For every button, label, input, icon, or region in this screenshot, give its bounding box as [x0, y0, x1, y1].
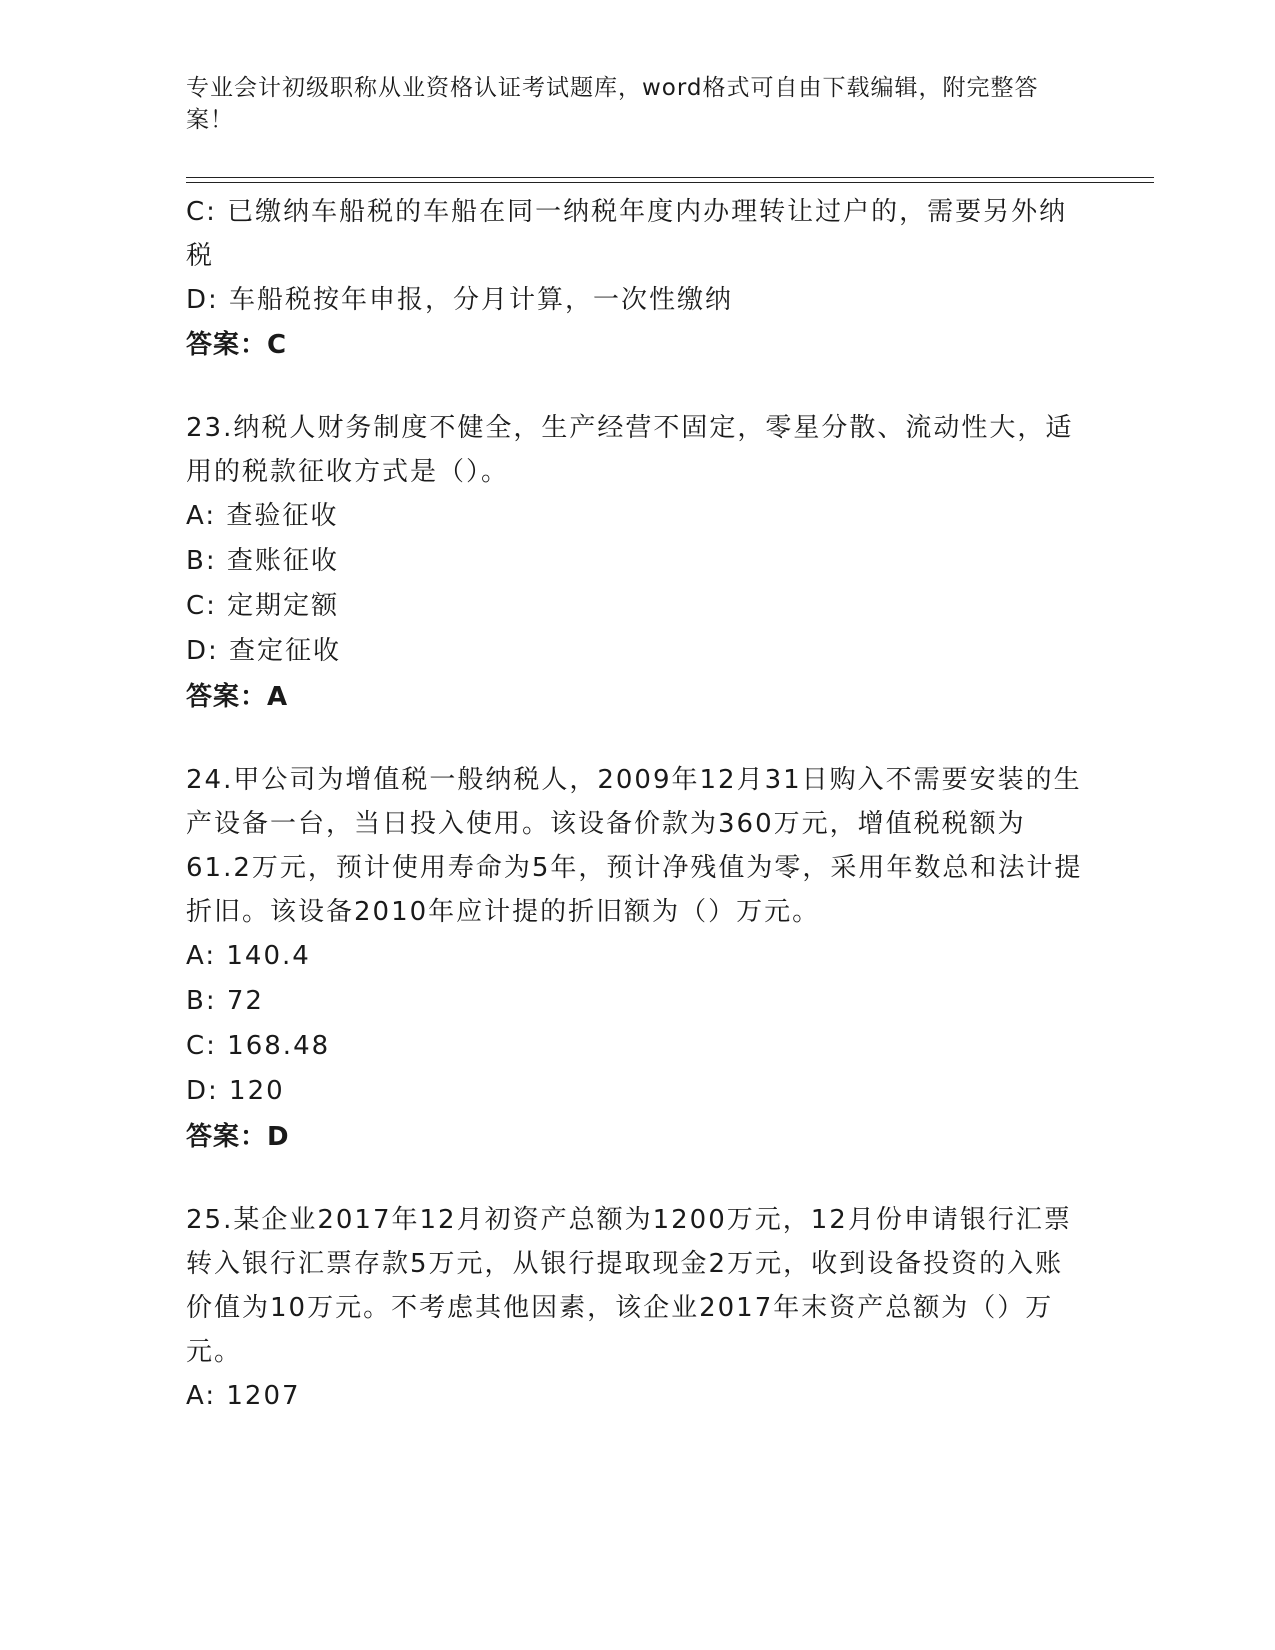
question-stem: 23.纳税人财务制度不健全，生产经营不固定，零星分散、流动性大，适用的税款征收方式是（）。	[186, 413, 1074, 487]
answer-line: 答案：A	[186, 682, 289, 712]
option-a: A: 140.4	[186, 941, 311, 971]
question-24	[186, 758, 1086, 1160]
question-stem: 25.某企业2017年12月初资产总额为1200万元，12月份申请银行汇票转入银行汇票存款5万元，从银行提取现金2万元，收到设备投资的入账价值为10万元。不考虑其他因素，该企业2017年末资产总额为（）万元。	[186, 1205, 1072, 1367]
question-list	[186, 190, 1086, 1419]
option-b: B: 72	[186, 986, 264, 1016]
option-a: A: 查验征收	[186, 501, 339, 531]
option-d: D: 车船税按年申报，分月计算，一次性缴纳	[186, 285, 734, 315]
header-divider-top	[186, 177, 1154, 178]
option-d: D: 120	[186, 1076, 285, 1106]
option-a: A: 1207	[186, 1381, 301, 1411]
option-b: B: 查账征收	[186, 546, 339, 576]
option-c: C: 168.48	[186, 1031, 331, 1061]
header-divider-bottom	[186, 182, 1154, 183]
answer-line: 答案：D	[186, 1122, 290, 1152]
question-23	[186, 406, 1086, 720]
option-c: C: 定期定额	[186, 591, 340, 621]
answer-line: 答案：C	[186, 330, 288, 360]
previous-question-tail	[186, 190, 1086, 368]
option-d: D: 查定征收	[186, 636, 342, 666]
document-header: 专业会计初级职称从业资格认证考试题库，word格式可自由下载编辑，附完整答案！	[186, 75, 1039, 133]
question-25	[186, 1198, 1086, 1419]
question-stem: 24.甲公司为增值税一般纳税人，2009年12月31日购入不需要安装的生产设备一台，当日投入使用。该设备价款为360万元，增值税税额为61.2万元，预计使用寿命为5年，预计净残值为零，采用年数总和法计提折旧。该设备2010年应计提的折旧额为（）万元。	[186, 765, 1083, 927]
option-c: C: 已缴纳车船税的车船在同一纳税年度内办理转让过户的，需要另外纳税	[186, 197, 1068, 271]
